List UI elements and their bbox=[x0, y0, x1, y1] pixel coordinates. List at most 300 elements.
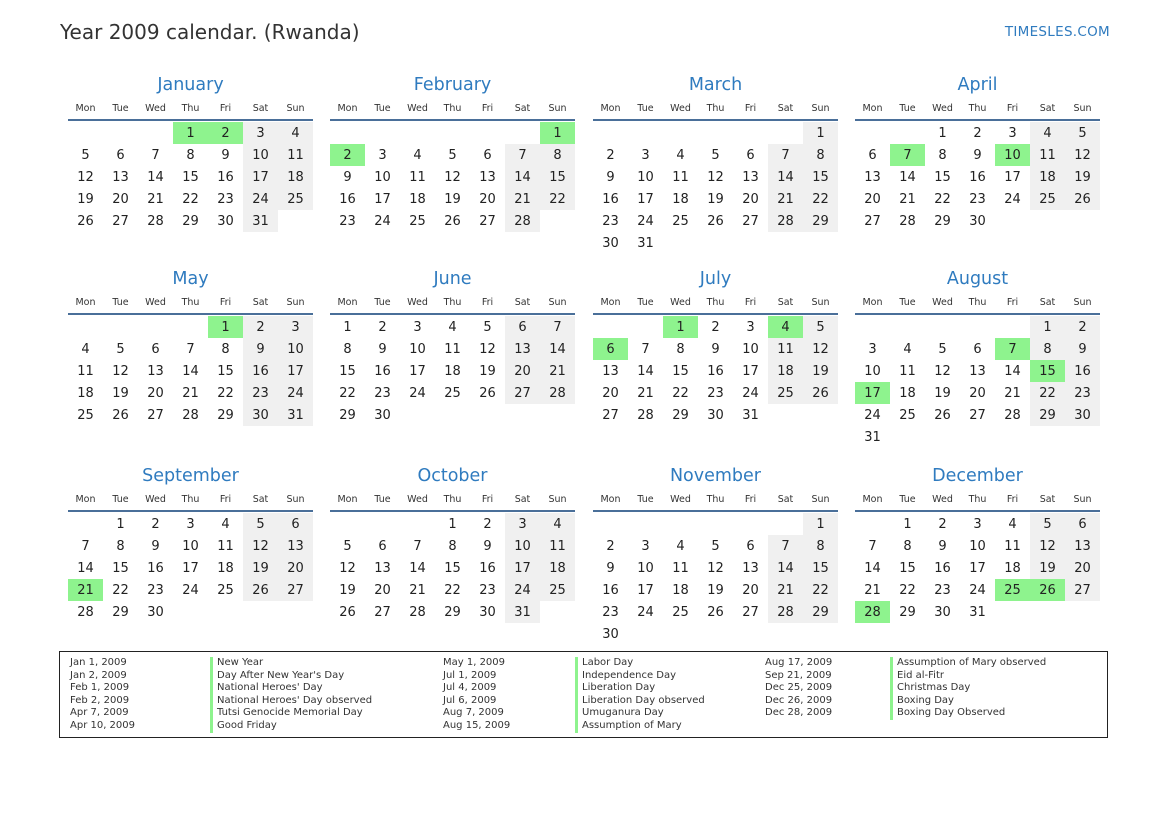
day-cell[interactable]: 27 bbox=[864, 213, 881, 229]
day-cell[interactable]: 9 bbox=[711, 341, 720, 357]
day-cell[interactable]: 5 bbox=[448, 147, 457, 163]
day-cell[interactable]: 4 bbox=[676, 538, 685, 554]
day-cell[interactable]: 3 bbox=[413, 319, 422, 335]
day-cell[interactable]: 18 bbox=[409, 191, 426, 207]
day-cell[interactable]: 9 bbox=[606, 169, 615, 185]
day-cell[interactable]: 26 bbox=[339, 604, 356, 620]
day-cell[interactable]: 21 bbox=[768, 579, 803, 601]
day-cell[interactable]: 20 bbox=[602, 385, 619, 401]
day-cell[interactable]: 15 bbox=[540, 166, 575, 188]
day-cell[interactable]: 21 bbox=[147, 191, 164, 207]
day-cell[interactable]: 2 bbox=[243, 316, 278, 338]
day-cell[interactable]: 1 bbox=[803, 513, 838, 535]
day-cell[interactable]: 11 bbox=[217, 538, 234, 554]
day-cell[interactable]: 29 bbox=[934, 213, 951, 229]
day-cell[interactable]: 25 bbox=[409, 213, 426, 229]
day-cell[interactable]: 5 bbox=[803, 316, 838, 338]
day-cell[interactable]: 3 bbox=[868, 341, 877, 357]
day-cell[interactable]: 12 bbox=[444, 169, 461, 185]
day-cell[interactable]: 11 bbox=[409, 169, 426, 185]
day-cell[interactable]: 8 bbox=[343, 341, 352, 357]
day-cell[interactable]: 1 bbox=[903, 516, 912, 532]
day-cell[interactable]: 31 bbox=[278, 404, 313, 426]
day-cell[interactable]: 6 bbox=[378, 538, 387, 554]
day-cell[interactable]: 6 bbox=[746, 147, 755, 163]
day-cell[interactable]: 18 bbox=[217, 560, 234, 576]
day-cell[interactable]: 28 bbox=[768, 601, 803, 623]
day-cell[interactable]: 21 bbox=[768, 188, 803, 210]
day-cell[interactable]: 24 bbox=[278, 382, 313, 404]
day-cell[interactable]: 17 bbox=[969, 560, 986, 576]
day-cell[interactable]: 4 bbox=[676, 147, 685, 163]
day-cell[interactable]: 3 bbox=[278, 316, 313, 338]
holiday-day-cell[interactable]: 7 bbox=[995, 338, 1030, 360]
day-cell[interactable]: 9 bbox=[606, 560, 615, 576]
day-cell[interactable]: 13 bbox=[479, 169, 496, 185]
day-cell[interactable]: 24 bbox=[505, 579, 540, 601]
day-cell[interactable]: 30 bbox=[217, 213, 234, 229]
day-cell[interactable]: 13 bbox=[742, 169, 759, 185]
day-cell[interactable]: 22 bbox=[803, 579, 838, 601]
day-cell[interactable]: 28 bbox=[1004, 407, 1021, 423]
day-cell[interactable]: 5 bbox=[483, 319, 492, 335]
day-cell[interactable]: 17 bbox=[182, 560, 199, 576]
day-cell[interactable]: 26 bbox=[803, 382, 838, 404]
day-cell[interactable]: 27 bbox=[602, 407, 619, 423]
holiday-day-cell[interactable]: 26 bbox=[1030, 579, 1065, 601]
day-cell[interactable]: 23 bbox=[707, 385, 724, 401]
day-cell[interactable]: 6 bbox=[1065, 513, 1100, 535]
day-cell[interactable]: 4 bbox=[278, 122, 313, 144]
day-cell[interactable]: 11 bbox=[540, 535, 575, 557]
day-cell[interactable]: 12 bbox=[339, 560, 356, 576]
day-cell[interactable]: 2 bbox=[938, 516, 947, 532]
day-cell[interactable]: 14 bbox=[768, 557, 803, 579]
day-cell[interactable]: 27 bbox=[479, 213, 496, 229]
day-cell[interactable]: 9 bbox=[483, 538, 492, 554]
day-cell[interactable]: 2 bbox=[378, 319, 387, 335]
day-cell[interactable]: 15 bbox=[899, 560, 916, 576]
day-cell[interactable]: 19 bbox=[803, 360, 838, 382]
day-cell[interactable]: 10 bbox=[278, 338, 313, 360]
holiday-day-cell[interactable]: 2 bbox=[208, 122, 243, 144]
day-cell[interactable]: 18 bbox=[768, 360, 803, 382]
day-cell[interactable]: 30 bbox=[1065, 404, 1100, 426]
day-cell[interactable]: 5 bbox=[81, 147, 90, 163]
day-cell[interactable]: 12 bbox=[707, 560, 724, 576]
day-cell[interactable]: 28 bbox=[637, 407, 654, 423]
day-cell[interactable]: 26 bbox=[479, 385, 496, 401]
day-cell[interactable]: 6 bbox=[973, 341, 982, 357]
day-cell[interactable]: 14 bbox=[637, 363, 654, 379]
day-cell[interactable]: 22 bbox=[934, 191, 951, 207]
day-cell[interactable]: 13 bbox=[278, 535, 313, 557]
day-cell[interactable]: 20 bbox=[278, 557, 313, 579]
day-cell[interactable]: 30 bbox=[969, 213, 986, 229]
day-cell[interactable]: 16 bbox=[707, 363, 724, 379]
day-cell[interactable]: 22 bbox=[444, 582, 461, 598]
day-cell[interactable]: 21 bbox=[864, 582, 881, 598]
day-cell[interactable]: 29 bbox=[339, 407, 356, 423]
day-cell[interactable]: 11 bbox=[672, 169, 689, 185]
day-cell[interactable]: 3 bbox=[505, 513, 540, 535]
day-cell[interactable]: 20 bbox=[479, 191, 496, 207]
site-link[interactable]: TIMESLES.COM bbox=[1004, 24, 1110, 40]
day-cell[interactable]: 30 bbox=[934, 604, 951, 620]
day-cell[interactable]: 28 bbox=[147, 213, 164, 229]
day-cell[interactable]: 10 bbox=[864, 363, 881, 379]
day-cell[interactable]: 8 bbox=[803, 144, 838, 166]
day-cell[interactable]: 8 bbox=[221, 341, 230, 357]
day-cell[interactable]: 19 bbox=[934, 385, 951, 401]
day-cell[interactable]: 10 bbox=[182, 538, 199, 554]
day-cell[interactable]: 18 bbox=[899, 385, 916, 401]
day-cell[interactable]: 10 bbox=[409, 341, 426, 357]
day-cell[interactable]: 5 bbox=[116, 341, 125, 357]
day-cell[interactable]: 15 bbox=[672, 363, 689, 379]
day-cell[interactable]: 22 bbox=[1030, 382, 1065, 404]
day-cell[interactable]: 26 bbox=[77, 213, 94, 229]
holiday-day-cell[interactable]: 1 bbox=[208, 316, 243, 338]
day-cell[interactable]: 5 bbox=[938, 341, 947, 357]
day-cell[interactable]: 10 bbox=[243, 144, 278, 166]
day-cell[interactable]: 15 bbox=[217, 363, 234, 379]
day-cell[interactable]: 21 bbox=[409, 582, 426, 598]
day-cell[interactable]: 18 bbox=[1030, 166, 1065, 188]
day-cell[interactable]: 16 bbox=[1065, 360, 1100, 382]
day-cell[interactable]: 29 bbox=[182, 213, 199, 229]
day-cell[interactable]: 2 bbox=[973, 125, 982, 141]
day-cell[interactable]: 16 bbox=[969, 169, 986, 185]
day-cell[interactable]: 18 bbox=[77, 385, 94, 401]
day-cell[interactable]: 7 bbox=[540, 316, 575, 338]
day-cell[interactable]: 7 bbox=[768, 535, 803, 557]
day-cell[interactable]: 19 bbox=[1065, 166, 1100, 188]
day-cell[interactable]: 18 bbox=[444, 363, 461, 379]
day-cell[interactable]: 16 bbox=[339, 191, 356, 207]
day-cell[interactable]: 19 bbox=[77, 191, 94, 207]
day-cell[interactable]: 20 bbox=[112, 191, 129, 207]
day-cell[interactable]: 24 bbox=[409, 385, 426, 401]
day-cell[interactable]: 13 bbox=[602, 363, 619, 379]
day-cell[interactable]: 6 bbox=[868, 147, 877, 163]
holiday-day-cell[interactable]: 1 bbox=[663, 316, 698, 338]
holiday-day-cell[interactable]: 21 bbox=[68, 579, 103, 601]
day-cell[interactable]: 8 bbox=[1030, 338, 1065, 360]
day-cell[interactable]: 22 bbox=[112, 582, 129, 598]
day-cell[interactable]: 20 bbox=[505, 360, 540, 382]
day-cell[interactable]: 10 bbox=[505, 535, 540, 557]
day-cell[interactable]: 27 bbox=[505, 382, 540, 404]
day-cell[interactable]: 23 bbox=[602, 213, 619, 229]
day-cell[interactable]: 29 bbox=[672, 407, 689, 423]
day-cell[interactable]: 14 bbox=[899, 169, 916, 185]
day-cell[interactable]: 19 bbox=[1030, 557, 1065, 579]
day-cell[interactable]: 17 bbox=[637, 191, 654, 207]
day-cell[interactable]: 27 bbox=[969, 407, 986, 423]
day-cell[interactable]: 12 bbox=[707, 169, 724, 185]
day-cell[interactable]: 25 bbox=[1030, 188, 1065, 210]
day-cell[interactable]: 31 bbox=[969, 604, 986, 620]
day-cell[interactable]: 3 bbox=[243, 122, 278, 144]
day-cell[interactable]: 6 bbox=[483, 147, 492, 163]
day-cell[interactable]: 7 bbox=[868, 538, 877, 554]
day-cell[interactable]: 21 bbox=[505, 188, 540, 210]
day-cell[interactable]: 22 bbox=[339, 385, 356, 401]
holiday-day-cell[interactable]: 28 bbox=[855, 601, 890, 623]
day-cell[interactable]: 16 bbox=[374, 363, 391, 379]
day-cell[interactable]: 8 bbox=[116, 538, 125, 554]
day-cell[interactable]: 2 bbox=[1065, 316, 1100, 338]
day-cell[interactable]: 24 bbox=[864, 407, 881, 423]
day-cell[interactable]: 14 bbox=[77, 560, 94, 576]
day-cell[interactable]: 14 bbox=[540, 338, 575, 360]
day-cell[interactable]: 13 bbox=[1065, 535, 1100, 557]
day-cell[interactable]: 20 bbox=[1065, 557, 1100, 579]
day-cell[interactable]: 25 bbox=[77, 407, 94, 423]
day-cell[interactable]: 13 bbox=[147, 363, 164, 379]
day-cell[interactable]: 10 bbox=[374, 169, 391, 185]
day-cell[interactable]: 31 bbox=[637, 235, 654, 251]
holiday-day-cell[interactable]: 25 bbox=[995, 579, 1030, 601]
day-cell[interactable]: 3 bbox=[641, 538, 650, 554]
day-cell[interactable]: 21 bbox=[182, 385, 199, 401]
day-cell[interactable]: 2 bbox=[711, 319, 720, 335]
day-cell[interactable]: 7 bbox=[151, 147, 160, 163]
day-cell[interactable]: 14 bbox=[1004, 363, 1021, 379]
day-cell[interactable]: 21 bbox=[899, 191, 916, 207]
day-cell[interactable]: 13 bbox=[505, 338, 540, 360]
day-cell[interactable]: 23 bbox=[374, 385, 391, 401]
day-cell[interactable]: 19 bbox=[112, 385, 129, 401]
day-cell[interactable]: 19 bbox=[707, 191, 724, 207]
day-cell[interactable]: 16 bbox=[147, 560, 164, 576]
day-cell[interactable]: 4 bbox=[81, 341, 90, 357]
day-cell[interactable]: 16 bbox=[217, 169, 234, 185]
day-cell[interactable]: 11 bbox=[899, 363, 916, 379]
day-cell[interactable]: 11 bbox=[1004, 538, 1021, 554]
day-cell[interactable]: 28 bbox=[77, 604, 94, 620]
day-cell[interactable]: 26 bbox=[934, 407, 951, 423]
day-cell[interactable]: 25 bbox=[768, 382, 803, 404]
day-cell[interactable]: 27 bbox=[742, 604, 759, 620]
day-cell[interactable]: 29 bbox=[899, 604, 916, 620]
day-cell[interactable]: 23 bbox=[243, 382, 278, 404]
day-cell[interactable]: 30 bbox=[707, 407, 724, 423]
day-cell[interactable]: 17 bbox=[505, 557, 540, 579]
day-cell[interactable]: 8 bbox=[540, 144, 575, 166]
day-cell[interactable]: 7 bbox=[81, 538, 90, 554]
day-cell[interactable]: 13 bbox=[864, 169, 881, 185]
day-cell[interactable]: 4 bbox=[1008, 516, 1017, 532]
day-cell[interactable]: 24 bbox=[742, 385, 759, 401]
day-cell[interactable]: 5 bbox=[711, 538, 720, 554]
day-cell[interactable]: 13 bbox=[742, 560, 759, 576]
day-cell[interactable]: 26 bbox=[707, 213, 724, 229]
day-cell[interactable]: 12 bbox=[1030, 535, 1065, 557]
day-cell[interactable]: 12 bbox=[112, 363, 129, 379]
day-cell[interactable]: 5 bbox=[1065, 122, 1100, 144]
day-cell[interactable]: 24 bbox=[637, 213, 654, 229]
day-cell[interactable]: 27 bbox=[742, 213, 759, 229]
day-cell[interactable]: 3 bbox=[1008, 125, 1017, 141]
day-cell[interactable]: 30 bbox=[147, 604, 164, 620]
holiday-day-cell[interactable]: 17 bbox=[855, 382, 890, 404]
day-cell[interactable]: 30 bbox=[374, 407, 391, 423]
day-cell[interactable]: 31 bbox=[505, 601, 540, 623]
day-cell[interactable]: 4 bbox=[413, 147, 422, 163]
day-cell[interactable]: 19 bbox=[339, 582, 356, 598]
day-cell[interactable]: 24 bbox=[637, 604, 654, 620]
day-cell[interactable]: 3 bbox=[641, 147, 650, 163]
day-cell[interactable]: 2 bbox=[483, 516, 492, 532]
day-cell[interactable]: 4 bbox=[903, 341, 912, 357]
day-cell[interactable]: 15 bbox=[934, 169, 951, 185]
day-cell[interactable]: 22 bbox=[899, 582, 916, 598]
day-cell[interactable]: 9 bbox=[938, 538, 947, 554]
day-cell[interactable]: 17 bbox=[742, 363, 759, 379]
day-cell[interactable]: 28 bbox=[540, 382, 575, 404]
day-cell[interactable]: 29 bbox=[803, 210, 838, 232]
day-cell[interactable]: 12 bbox=[77, 169, 94, 185]
day-cell[interactable]: 12 bbox=[479, 341, 496, 357]
day-cell[interactable]: 1 bbox=[938, 125, 947, 141]
day-cell[interactable]: 4 bbox=[448, 319, 457, 335]
day-cell[interactable]: 23 bbox=[479, 582, 496, 598]
day-cell[interactable]: 16 bbox=[479, 560, 496, 576]
day-cell[interactable]: 24 bbox=[182, 582, 199, 598]
day-cell[interactable]: 30 bbox=[602, 235, 619, 251]
day-cell[interactable]: 14 bbox=[182, 363, 199, 379]
day-cell[interactable]: 11 bbox=[444, 341, 461, 357]
day-cell[interactable]: 14 bbox=[768, 166, 803, 188]
day-cell[interactable]: 22 bbox=[803, 188, 838, 210]
day-cell[interactable]: 14 bbox=[864, 560, 881, 576]
day-cell[interactable]: 14 bbox=[505, 166, 540, 188]
day-cell[interactable]: 23 bbox=[147, 582, 164, 598]
day-cell[interactable]: 7 bbox=[768, 144, 803, 166]
day-cell[interactable]: 6 bbox=[151, 341, 160, 357]
day-cell[interactable]: 31 bbox=[742, 407, 759, 423]
day-cell[interactable]: 10 bbox=[969, 538, 986, 554]
day-cell[interactable]: 1 bbox=[448, 516, 457, 532]
day-cell[interactable]: 13 bbox=[112, 169, 129, 185]
day-cell[interactable]: 19 bbox=[479, 363, 496, 379]
day-cell[interactable]: 7 bbox=[186, 341, 195, 357]
day-cell[interactable]: 24 bbox=[243, 188, 278, 210]
day-cell[interactable]: 2 bbox=[606, 538, 615, 554]
day-cell[interactable]: 13 bbox=[374, 560, 391, 576]
day-cell[interactable]: 21 bbox=[637, 385, 654, 401]
day-cell[interactable]: 8 bbox=[803, 535, 838, 557]
day-cell[interactable]: 9 bbox=[343, 169, 352, 185]
day-cell[interactable]: 18 bbox=[1004, 560, 1021, 576]
day-cell[interactable]: 6 bbox=[116, 147, 125, 163]
day-cell[interactable]: 1 bbox=[116, 516, 125, 532]
day-cell[interactable]: 16 bbox=[602, 582, 619, 598]
day-cell[interactable]: 29 bbox=[217, 407, 234, 423]
day-cell[interactable]: 17 bbox=[374, 191, 391, 207]
day-cell[interactable]: 25 bbox=[217, 582, 234, 598]
day-cell[interactable]: 26 bbox=[1065, 188, 1100, 210]
day-cell[interactable]: 27 bbox=[112, 213, 129, 229]
day-cell[interactable]: 3 bbox=[746, 319, 755, 335]
day-cell[interactable]: 20 bbox=[147, 385, 164, 401]
holiday-day-cell[interactable]: 2 bbox=[330, 144, 365, 166]
day-cell[interactable]: 17 bbox=[409, 363, 426, 379]
day-cell[interactable]: 16 bbox=[602, 191, 619, 207]
day-cell[interactable]: 12 bbox=[934, 363, 951, 379]
day-cell[interactable]: 8 bbox=[676, 341, 685, 357]
day-cell[interactable]: 24 bbox=[1004, 191, 1021, 207]
day-cell[interactable]: 25 bbox=[278, 188, 313, 210]
day-cell[interactable]: 27 bbox=[278, 579, 313, 601]
day-cell[interactable]: 26 bbox=[444, 213, 461, 229]
day-cell[interactable]: 11 bbox=[672, 560, 689, 576]
day-cell[interactable]: 16 bbox=[243, 360, 278, 382]
day-cell[interactable]: 5 bbox=[343, 538, 352, 554]
day-cell[interactable]: 27 bbox=[1065, 579, 1100, 601]
day-cell[interactable]: 19 bbox=[444, 191, 461, 207]
day-cell[interactable]: 7 bbox=[505, 144, 540, 166]
day-cell[interactable]: 25 bbox=[540, 579, 575, 601]
day-cell[interactable]: 13 bbox=[969, 363, 986, 379]
day-cell[interactable]: 15 bbox=[803, 557, 838, 579]
day-cell[interactable]: 4 bbox=[221, 516, 230, 532]
day-cell[interactable]: 28 bbox=[768, 210, 803, 232]
day-cell[interactable]: 22 bbox=[540, 188, 575, 210]
day-cell[interactable]: 30 bbox=[602, 626, 619, 642]
day-cell[interactable]: 15 bbox=[182, 169, 199, 185]
day-cell[interactable]: 21 bbox=[540, 360, 575, 382]
day-cell[interactable]: 8 bbox=[186, 147, 195, 163]
day-cell[interactable]: 11 bbox=[278, 144, 313, 166]
day-cell[interactable]: 1 bbox=[343, 319, 352, 335]
day-cell[interactable]: 12 bbox=[243, 535, 278, 557]
day-cell[interactable]: 8 bbox=[938, 147, 947, 163]
day-cell[interactable]: 23 bbox=[1065, 382, 1100, 404]
holiday-day-cell[interactable]: 10 bbox=[995, 144, 1030, 166]
day-cell[interactable]: 23 bbox=[602, 604, 619, 620]
day-cell[interactable]: 23 bbox=[969, 191, 986, 207]
day-cell[interactable]: 20 bbox=[742, 191, 759, 207]
day-cell[interactable]: 30 bbox=[243, 404, 278, 426]
day-cell[interactable]: 19 bbox=[707, 582, 724, 598]
holiday-day-cell[interactable]: 1 bbox=[540, 122, 575, 144]
day-cell[interactable]: 30 bbox=[479, 604, 496, 620]
day-cell[interactable]: 4 bbox=[540, 513, 575, 535]
day-cell[interactable]: 2 bbox=[151, 516, 160, 532]
day-cell[interactable]: 25 bbox=[444, 385, 461, 401]
day-cell[interactable]: 25 bbox=[672, 604, 689, 620]
day-cell[interactable]: 11 bbox=[768, 338, 803, 360]
day-cell[interactable]: 20 bbox=[742, 582, 759, 598]
day-cell[interactable]: 22 bbox=[672, 385, 689, 401]
day-cell[interactable]: 12 bbox=[803, 338, 838, 360]
day-cell[interactable]: 20 bbox=[374, 582, 391, 598]
day-cell[interactable]: 7 bbox=[413, 538, 422, 554]
day-cell[interactable]: 5 bbox=[1030, 513, 1065, 535]
day-cell[interactable]: 20 bbox=[969, 385, 986, 401]
day-cell[interactable]: 5 bbox=[243, 513, 278, 535]
day-cell[interactable]: 29 bbox=[1030, 404, 1065, 426]
day-cell[interactable]: 5 bbox=[711, 147, 720, 163]
day-cell[interactable]: 19 bbox=[243, 557, 278, 579]
day-cell[interactable]: 27 bbox=[374, 604, 391, 620]
day-cell[interactable]: 26 bbox=[243, 579, 278, 601]
day-cell[interactable]: 12 bbox=[1065, 144, 1100, 166]
day-cell[interactable]: 9 bbox=[151, 538, 160, 554]
